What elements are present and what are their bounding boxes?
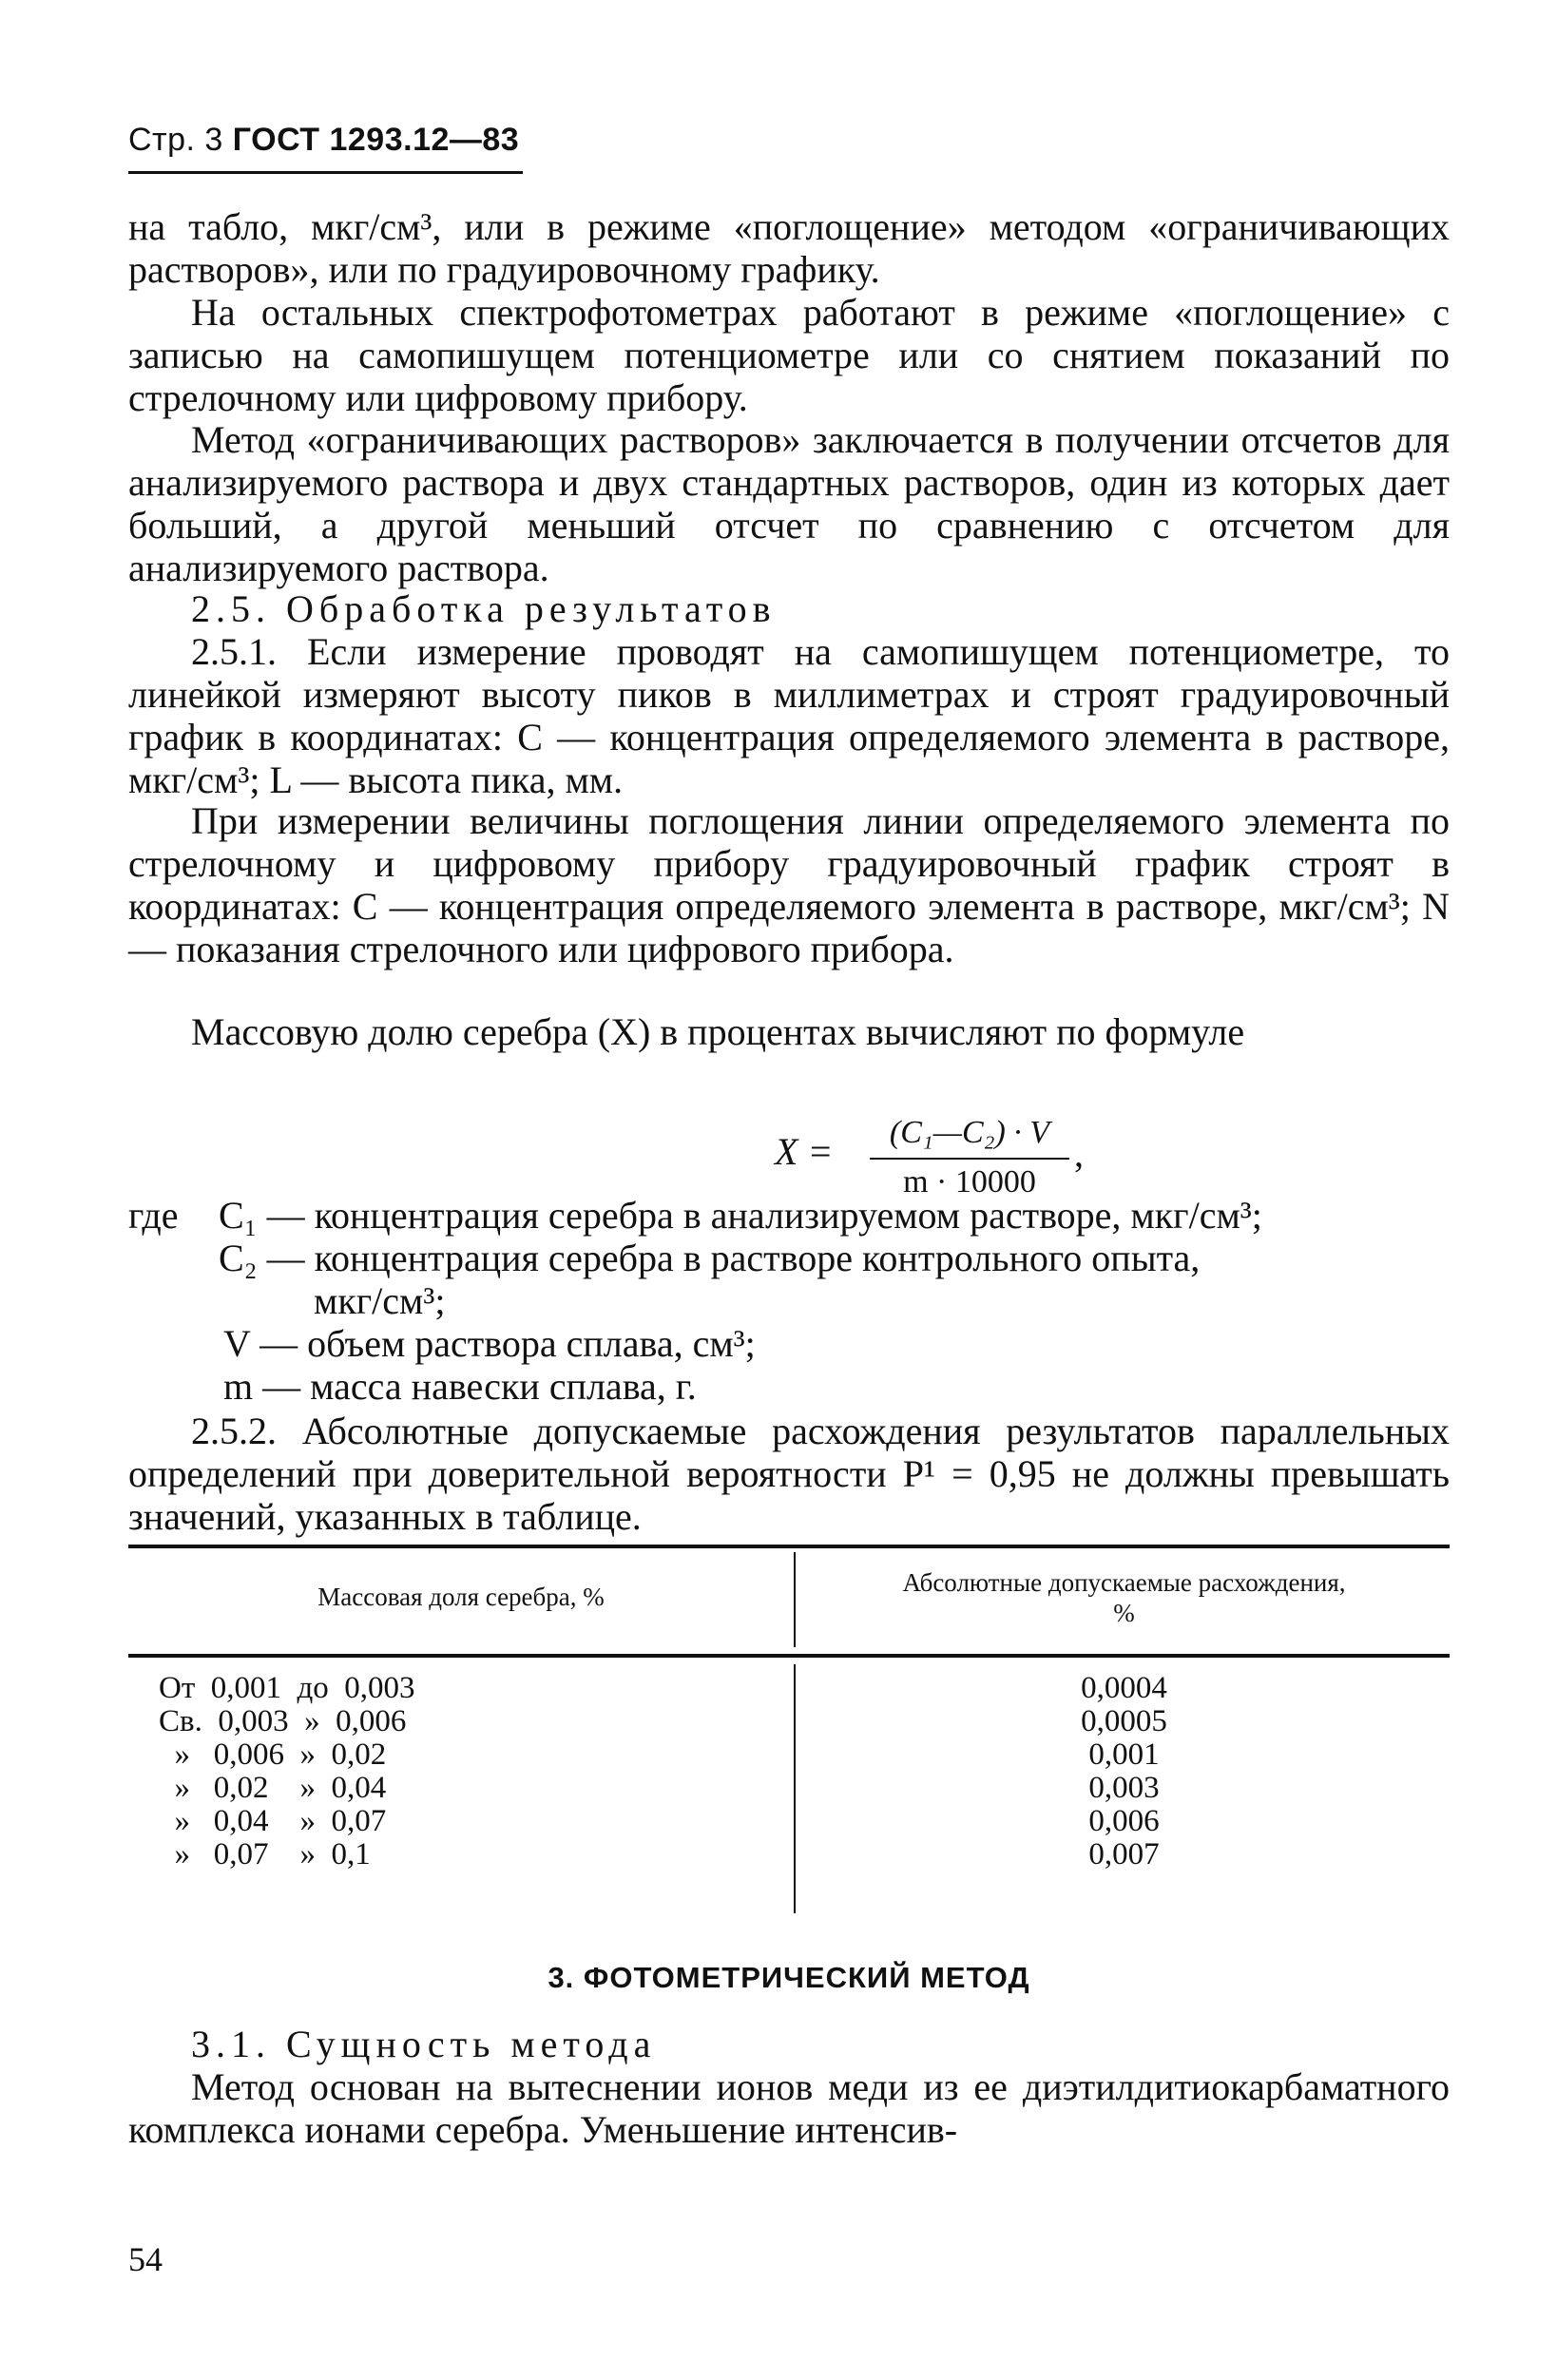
table-body-divider <box>794 1664 796 1913</box>
table-cell-range: » 0,006 » 0,02 <box>159 1737 387 1772</box>
table-cell-tolerance: 0,0005 <box>1081 1704 1167 1738</box>
paragraph-limiting-solutions: Метод «ограничивающих растворов» заключается в получении отсчетов для анализируемого раствора и двух стандартных растворов, один из которых дает больший, а другой меньший отсчет по сравнению с отсчетом для анализируемого раствора. <box>128 418 1450 589</box>
table-top-rule <box>128 1545 1450 1548</box>
table-column-range <box>159 1672 415 1871</box>
table-header-mass-fraction: Массовая доля серебра, % <box>317 1583 605 1611</box>
formula-comma: , <box>1074 1132 1084 1175</box>
formula-numerator: (C₁—C₂) · V <box>889 1115 1050 1150</box>
table-header-tolerance-line2: % <box>1113 1599 1135 1627</box>
page-number: 54 <box>128 2240 163 2278</box>
formula-fraction <box>870 1110 1069 1201</box>
page-prefix: Стр. 3 <box>128 122 223 158</box>
table-cell-range: Св. 0,003 » 0,006 <box>159 1704 407 1738</box>
paragraph-3-1: Метод основан на вытеснении ионов меди из ее диэтилдитиокарбаматного комплекса ионами серебра. Уменьшение интенсив- <box>128 2065 1450 2151</box>
table-cell-range: » 0,07 » 0,1 <box>159 1837 371 1871</box>
table-header-rule <box>128 1654 1450 1658</box>
table-cell-range: От 0,001 до 0,003 <box>159 1671 415 1705</box>
definition-v: V — объем раствора сплава, см³; <box>223 1322 756 1365</box>
paragraph-continuation: на табло, мкг/см³, или в режиме «поглощение» методом «ограничивающих растворов», или по градуировочному графику. <box>128 205 1450 291</box>
running-head <box>128 122 519 159</box>
table-cell-tolerance: 0,006 <box>1088 1804 1160 1838</box>
definition-c2: C₂ — концентрация серебра в растворе контрольного опыта, <box>219 1237 1201 1279</box>
definition-c2-unit: мкг/см³; <box>314 1279 446 1322</box>
formula-lhs: X = <box>775 1130 834 1173</box>
table-cell-tolerance: 0,003 <box>1088 1771 1160 1805</box>
table-header-tolerance <box>798 1567 1450 1628</box>
paragraph-formula-intro: Массовую долю серебра (X) в процентах вычисляют по формуле <box>191 1010 1245 1053</box>
fraction-bar <box>870 1158 1069 1160</box>
table-cell-tolerance: 0,001 <box>1088 1737 1160 1772</box>
formula-denominator: m · 10000 <box>903 1164 1036 1200</box>
paragraph-2-5-2: 2.5.2. Абсолютные допускаемые расхождения результатов параллельных определений при доверительной вероятности P¹ = 0,95 не должны превышать значений, указанных в таблице. <box>128 1410 1450 1538</box>
paragraph-needle-instrument: При измерении величины поглощения линии определяемого элемента по стрелочному и цифровому прибору градуировочный график строят в координатах: C — концентрация определяемого элемента в растворе, мкг/см³; N — показания стрелочного или цифрового прибора. <box>128 799 1450 970</box>
table-header-tolerance-line1: Абсолютные допускаемые расхождения, <box>902 1568 1346 1597</box>
table-cell-tolerance: 0,0004 <box>1081 1671 1167 1705</box>
heading-method-essence: 3.1. Сущность метода <box>191 2023 657 2065</box>
section-title-photometric: 3. ФОТОМЕТРИЧЕСКИЙ МЕТОД <box>548 1961 1030 1994</box>
header-rule <box>128 171 523 174</box>
paragraph-2-5-1: 2.5.1. Если измерение проводят на самопишущем потенциометре, то линейкой измеряют высоту пиков в миллиметрах и строят градуировочный график в координатах: C — концентрация определяемого элемента в растворе, мкг/см³; L — высота пика, мм. <box>128 630 1450 801</box>
heading-results-processing: 2.5. Обработка результатов <box>191 587 777 630</box>
table-cell-range: » 0,04 » 0,07 <box>159 1804 387 1838</box>
definition-c1: C₁ — концентрация серебра в анализируемом растворе, мкг/см³; <box>219 1194 1262 1237</box>
table-header-divider <box>794 1552 796 1647</box>
definitions-lead: где <box>128 1194 179 1237</box>
paragraph-spectrophotometers: На остальных спектрофотометрах работают в режиме «поглощение» с записью на самопишущем потенциометре или со снятием показаний по стрелочному или цифровому прибору. <box>128 291 1450 419</box>
standard-number: ГОСТ 1293.12—83 <box>232 122 520 158</box>
table-cell-range: » 0,02 » 0,04 <box>159 1771 387 1805</box>
table-column-tolerance <box>798 1672 1450 1871</box>
definition-m: m — масса навески сплава, г. <box>223 1365 697 1408</box>
table-cell-tolerance: 0,007 <box>1088 1837 1160 1871</box>
